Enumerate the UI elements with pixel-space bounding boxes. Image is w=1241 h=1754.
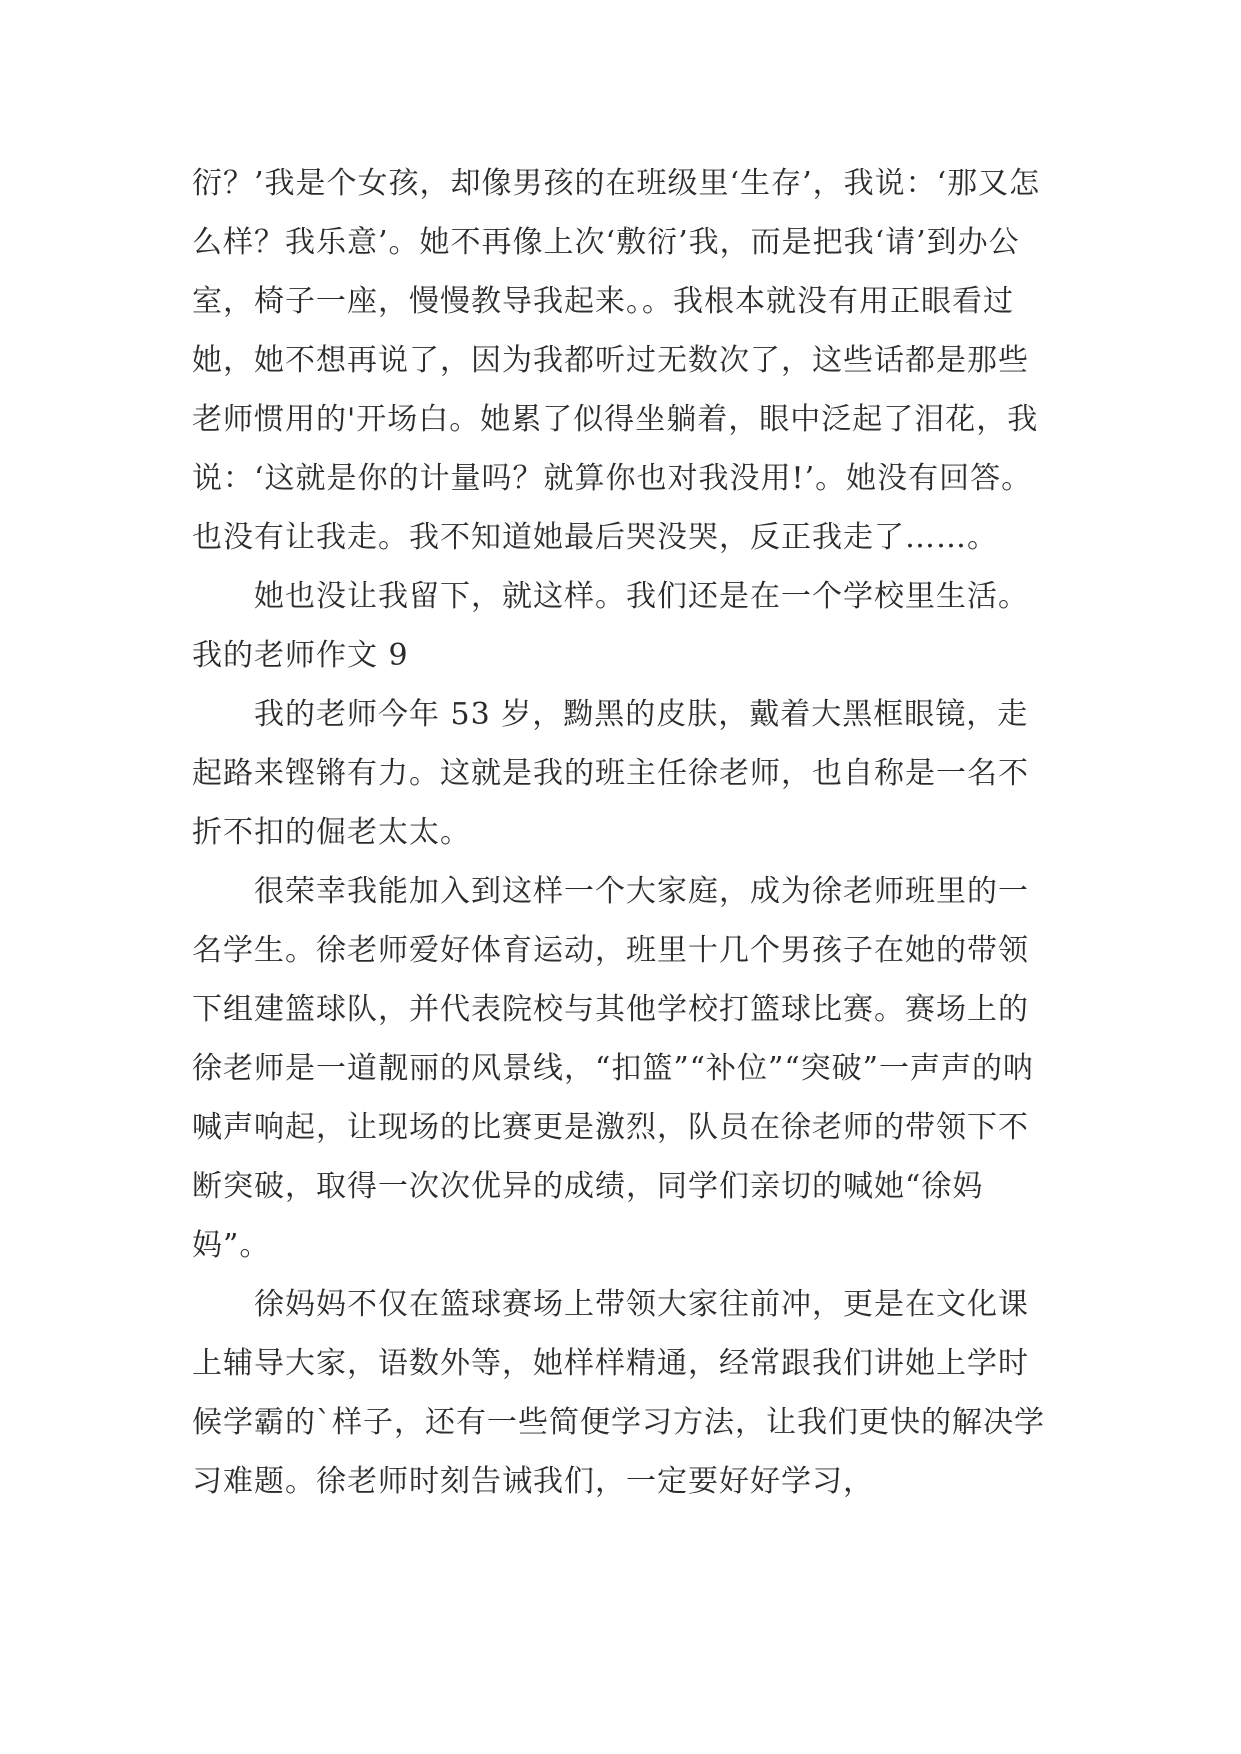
paragraph: 徐妈妈不仅在篮球赛场上带领大家往前冲，更是在文化课上辅导大家，语数外等，她样样精通，经常跟我们讲她上学时候学霸的`样子，还有一些简便学习方法，让我们更快的解决学习难题。徐老师时刻告诫我们，一定要好好学习， [192, 1287, 1045, 1499]
paragraph: 我的老师今年 53 岁，黝黑的皮肤，戴着大黑框眼镜，走起路来铿锵有力。这就是我的班主任徐老师，也自称是一名不折不扣的倔老太太。 [192, 697, 1029, 850]
essay-heading: 我的老师作文 9 [192, 638, 409, 673]
paragraph: 很荣幸我能加入到这样一个大家庭，成为徐老师班里的一名学生。徐老师爱好体育运动，班里十几个男孩子在她的带领下组建篮球队，并代表院校与其他学校打篮球比赛。赛场上的徐老师是一道靓丽的风景线，“扣篮”“补位”“突破”一声声的呐喊声响起，让现场的比赛更是激烈，队员在徐老师的带领下不断突破，取得一次次优异的成绩，同学们亲切的喊她“徐妈妈”。 [192, 874, 1035, 1263]
paragraph: 她也没让我留下，就这样。我们还是在一个学校里生活。 [254, 579, 1029, 614]
document-body [192, 154, 1052, 1511]
paragraph-continuation: 衍？’我是个女孩，却像男孩的在班级里‘生存’，我说：‘那又怎么样？我乐意’。她不再像上次‘敷衍’我，而是把我‘请’到办公室，椅子一座，慢慢教导我起来。。我根本就没有用正眼看过她，她不想再说了，因为我都听过无数次了，这些话都是那些老师惯用的'开场白。她累了似得坐躺着，眼中泛起了泪花，我说：‘这就是你的计量吗？就算你也对我没用!’。她没有回答。也没有让我走。我不知道她最后哭没哭，反正我走了……。 [192, 166, 1041, 555]
